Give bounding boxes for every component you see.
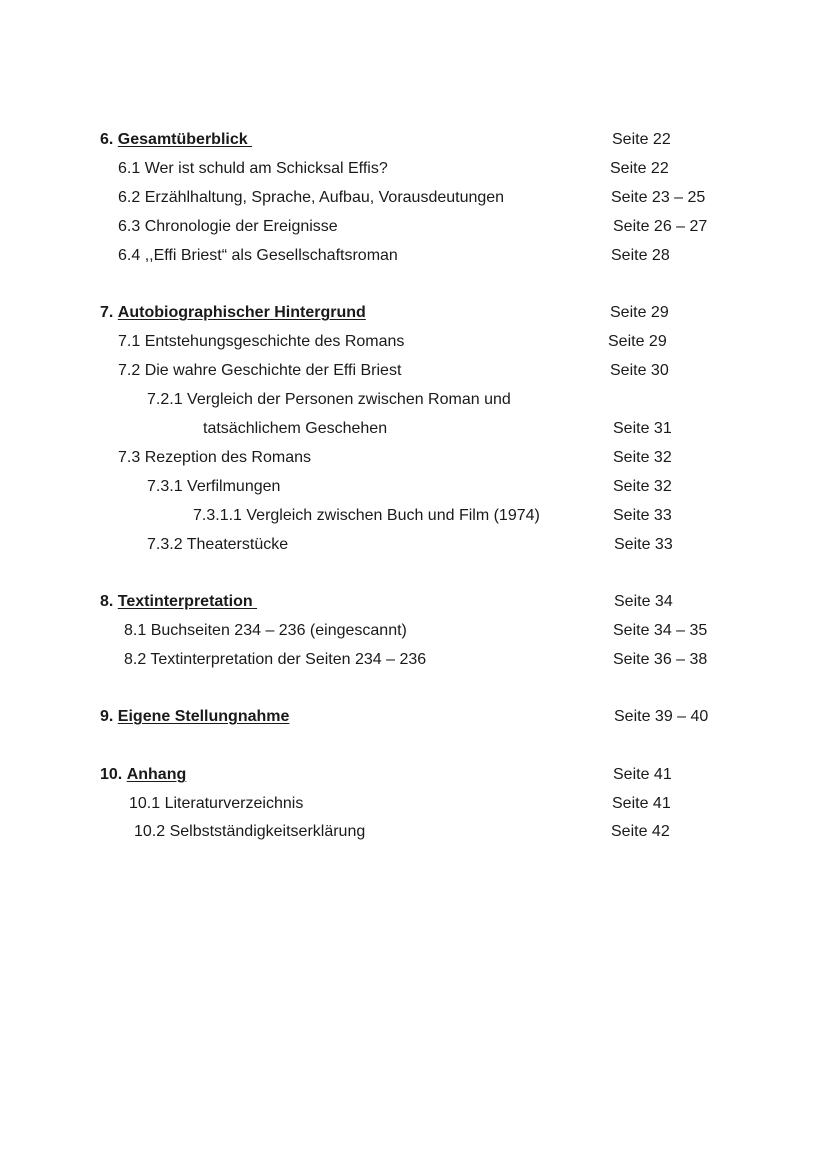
section-9-page: Seite 39 – 40 bbox=[614, 708, 709, 725]
toc-entry-7-3-1-1: 7.3.1.1 Vergleich zwischen Buch und Film (1974) bbox=[193, 507, 540, 524]
toc-page-6-2: Seite 23 – 25 bbox=[611, 189, 706, 206]
section-8-page: Seite 34 bbox=[614, 593, 673, 610]
toc-entry-6-1: 6.1 Wer ist schuld am Schicksal Effis? bbox=[118, 160, 388, 177]
toc-page-10-1: Seite 41 bbox=[612, 795, 671, 812]
toc-page-8-2: Seite 36 – 38 bbox=[613, 651, 708, 668]
toc-page-7-2: Seite 30 bbox=[610, 362, 669, 379]
toc-entry-7-2-1: 7.2.1 Vergleich der Personen zwischen Roman und bbox=[147, 391, 511, 408]
toc-page-10-2: Seite 42 bbox=[611, 823, 670, 840]
toc-page-7-2-1: Seite 31 bbox=[613, 420, 672, 437]
toc-entry-7-1: 7.1 Entstehungsgeschichte des Romans bbox=[118, 333, 405, 350]
toc-entry-7-2: 7.2 Die wahre Geschichte der Effi Briest bbox=[118, 362, 402, 379]
toc-page-6-4: Seite 28 bbox=[611, 247, 670, 264]
toc-entry-7-3-2: 7.3.2 Theaterstücke bbox=[147, 536, 289, 553]
section-title: Textinterpretation bbox=[117, 593, 253, 610]
section-7-heading bbox=[100, 303, 366, 323]
toc-page-6-3: Seite 26 – 27 bbox=[613, 218, 708, 235]
toc-page-7-3-1: Seite 32 bbox=[613, 478, 672, 495]
section-6-page: Seite 22 bbox=[612, 131, 671, 148]
toc-entry-7-3: 7.3 Rezeption des Romans bbox=[118, 449, 311, 466]
section-title: Autobiographischer Hintergrund bbox=[117, 304, 366, 321]
toc-entry-6-2: 6.2 Erzählhaltung, Sprache, Aufbau, Vorausdeutungen bbox=[118, 189, 505, 206]
toc-page-8-1: Seite 34 – 35 bbox=[613, 622, 708, 639]
toc-entry-10-1: 10.1 Literaturverzeichnis bbox=[129, 795, 304, 812]
section-title: Eigene Stellungnahme bbox=[117, 708, 290, 725]
toc-entry-6-4: 6.4 ,,Effi Briest“ als Gesellschaftsroman bbox=[118, 247, 398, 264]
section-title: Anhang bbox=[126, 766, 187, 783]
section-title: Gesamtüberblick bbox=[117, 131, 248, 148]
section-number: 8. bbox=[100, 593, 114, 610]
section-8-heading bbox=[100, 592, 257, 612]
toc-page-7-3-1-1: Seite 33 bbox=[613, 507, 672, 524]
section-10-heading bbox=[100, 765, 186, 785]
toc-page-7-3: Seite 32 bbox=[613, 449, 672, 466]
section-number: 7. bbox=[100, 304, 114, 321]
section-number: 6. bbox=[100, 131, 114, 148]
toc-page-6-1: Seite 22 bbox=[610, 160, 669, 177]
toc-entry-10-2: 10.2 Selbstständigkeitserklärung bbox=[134, 823, 366, 840]
section-number: 10. bbox=[100, 766, 123, 783]
toc-page-7-1: Seite 29 bbox=[608, 333, 667, 350]
toc-entry-6-3: 6.3 Chronologie der Ereignisse bbox=[118, 218, 338, 235]
section-7-page: Seite 29 bbox=[610, 304, 669, 321]
toc-entry-7-3-1: 7.3.1 Verfilmungen bbox=[147, 478, 281, 495]
toc-entry-8-1: 8.1 Buchseiten 234 – 236 (eingescannt) bbox=[124, 622, 407, 639]
toc-entry-8-2: 8.2 Textinterpretation der Seiten 234 – 236 bbox=[124, 651, 427, 668]
section-number: 9. bbox=[100, 708, 114, 725]
section-10-page: Seite 41 bbox=[613, 766, 672, 783]
toc-entry-7-2-1-cont: tatsächlichem Geschehen bbox=[203, 420, 388, 437]
toc-page-7-3-2: Seite 33 bbox=[614, 536, 673, 553]
section-9-heading bbox=[100, 707, 289, 727]
section-6-heading bbox=[100, 130, 252, 150]
